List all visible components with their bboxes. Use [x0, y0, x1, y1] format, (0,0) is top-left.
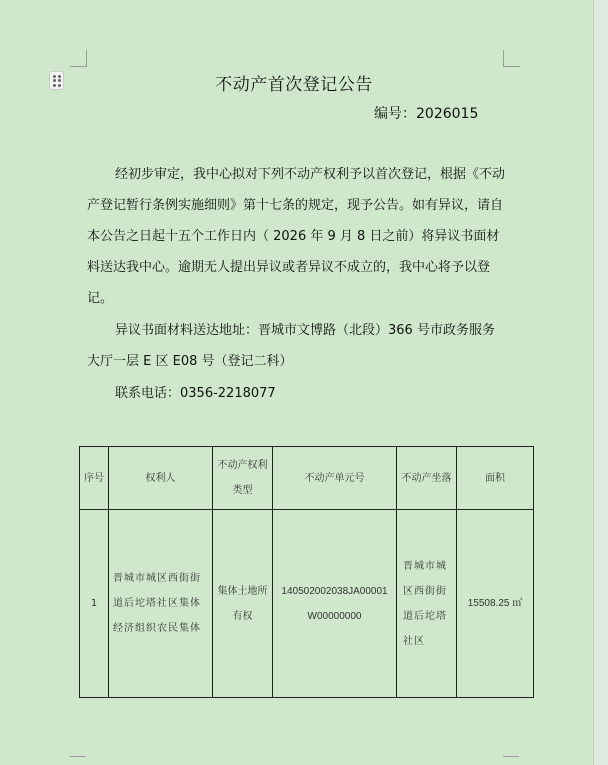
- table-header-row: [80, 447, 534, 510]
- cell-right-type: 集体土地所有权: [213, 510, 273, 698]
- col-header-right-type: 不动产权利类型: [213, 447, 273, 510]
- cell-unit-no: 140502002038JA00001W00000000: [273, 510, 397, 698]
- col-header-location: 不动产坐落: [397, 447, 457, 510]
- contact-phone: 联系电话：0356-2218077: [115, 386, 276, 401]
- table-row: [80, 510, 534, 698]
- cell-serial: 1: [80, 510, 109, 698]
- notice-paragraph-1: 经初步审定，我中心拟对下列不动产权利予以首次登记，根据《不动产登记暂行条例实施细则》第十七条的规定，现予公告。如有异议，请自本公告之日起十五个工作日内（ 2026 年 9 月 8 日之前）将异议书面材料送达我中心。逾期无人提出异议或者异议不成立的，我中心将予以登记。: [87, 167, 506, 306]
- crop-mark-bottom-right: [503, 756, 519, 761]
- page-edge: [593, 0, 594, 765]
- col-header-serial: 序号: [80, 447, 109, 510]
- document-number-value: 2026015: [416, 106, 479, 122]
- crop-mark-top-left: [70, 50, 87, 67]
- cell-location: 晋城市城区西街街道后坨塔社区: [397, 510, 457, 698]
- crop-mark-top-right: [503, 50, 520, 67]
- col-header-area: 面积: [457, 447, 534, 510]
- registration-table: [79, 446, 534, 698]
- col-header-owner: 权利人: [109, 447, 213, 510]
- page-title: 不动产首次登记公告: [215, 75, 373, 95]
- crop-mark-bottom-left: [70, 756, 86, 761]
- scrollbar-track[interactable]: [594, 0, 608, 765]
- cell-owner: 晋城市城区西街街道后坨塔社区集体经济组织农民集体: [109, 510, 213, 698]
- cell-area: 15508.25 ㎡: [457, 510, 534, 698]
- document-number: [374, 103, 478, 123]
- document-number-label: 编号：: [374, 106, 416, 122]
- col-header-unit-no: 不动产单元号: [273, 447, 397, 510]
- objection-address: 异议书面材料送达地址：晋城市文博路（北段）366 号市政务服务大厅一层 E 区 E08 号（登记二科）: [87, 323, 495, 369]
